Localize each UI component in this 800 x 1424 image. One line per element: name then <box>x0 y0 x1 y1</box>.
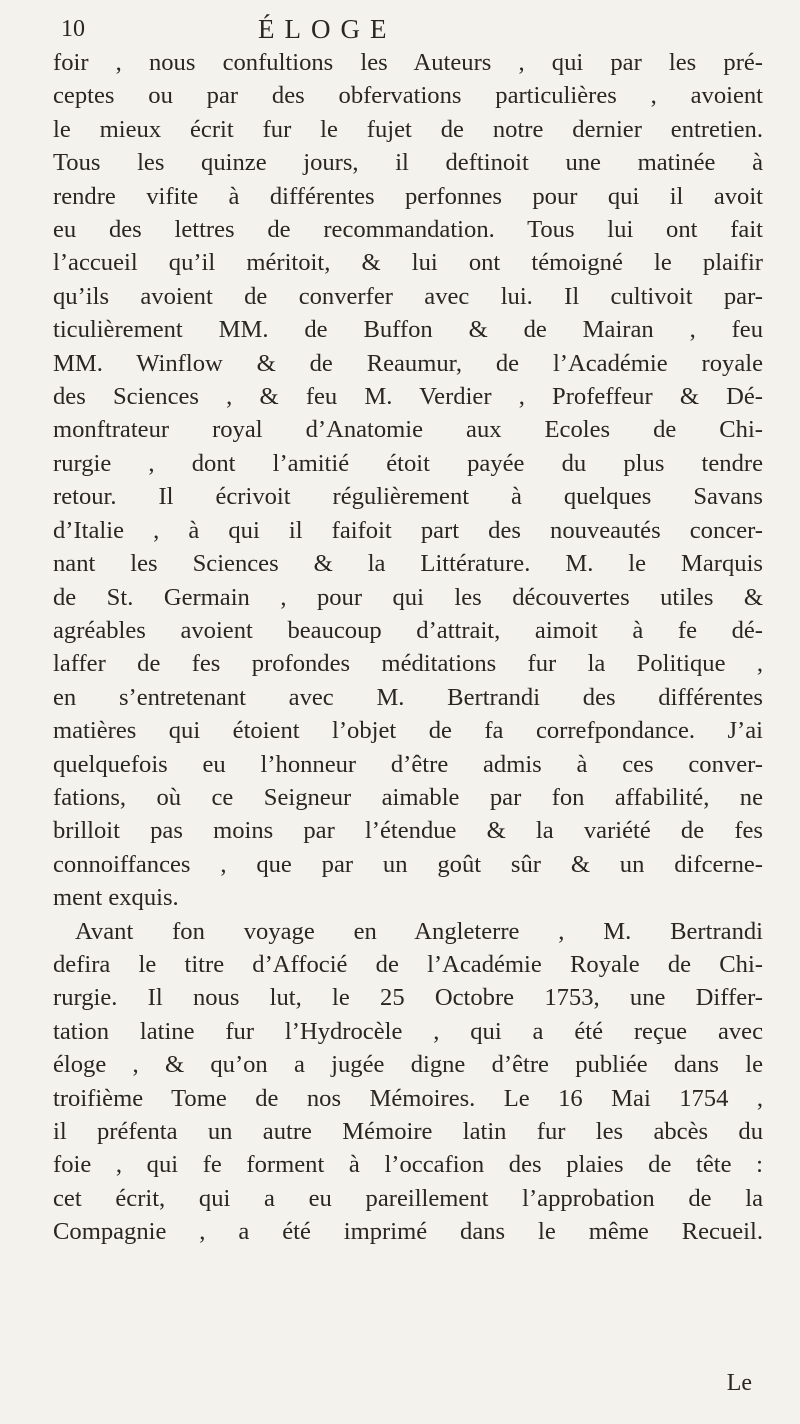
page-header <box>53 12 760 46</box>
text-line: l’accueil qu’il méritoit, & lui ont témoigné le plaifir <box>53 249 763 277</box>
text-line: agréables avoient beaucoup d’attrait, aimoit à fe dé- <box>53 616 763 644</box>
text-line: nant les Sciences & la Littérature. M. le Marquis <box>53 550 763 578</box>
text-line: tation latine fur l’Hydrocèle , qui a été reçue avec <box>53 1017 763 1045</box>
text-line: fations, où ce Seigneur aimable par fon affabilité, ne <box>53 783 763 811</box>
running-head: ÉLOGE <box>258 14 397 44</box>
text-line: Tous les quinze jours, il deftinoit une matinée à <box>53 149 763 177</box>
catchword: Le <box>726 1370 752 1396</box>
text-line: d’Italie , à qui il faifoit part des nouveautés concer- <box>53 516 763 544</box>
page-number: 10 <box>61 16 85 42</box>
text-line: ticulièrement MM. de Buffon & de Mairan , feu <box>53 316 763 344</box>
text-line: rurgie , dont l’amitié étoit payée du plus tendre <box>53 449 763 477</box>
text-line: retour. Il écrivoit régulièrement à quelques Savans <box>53 483 763 511</box>
text-line: des Sciences , & feu M. Verdier , Profeffeur & Dé- <box>53 383 763 411</box>
text-line: ment exquis. <box>53 884 179 912</box>
text-line: brilloit pas moins par l’étendue & la variété de fes <box>53 817 763 845</box>
text-line: quelquefois eu l’honneur d’être admis à ces conver- <box>53 750 763 778</box>
text-line: laffer de fes profondes méditations fur la Politique , <box>53 650 763 678</box>
text-line: foir , nous confultions les Auteurs , qui par les pré- <box>53 49 763 76</box>
text-line: foie , qui fe forment à l’occafion des plaies de tête : <box>53 1151 763 1179</box>
text-line: Compagnie , a été imprimé dans le même Recueil. <box>53 1218 763 1246</box>
text-line: connoiffances , que par un goût sûr & un difcerne- <box>53 850 763 878</box>
text-line: de St. Germain , pour qui les découvertes utiles & <box>53 583 763 611</box>
text-line: rendre vifite à différentes perfonnes pour qui il avoit <box>53 182 763 210</box>
text-line: le mieux écrit fur le fujet de notre dernier entretien. <box>53 115 763 143</box>
text-line: il préfenta un autre Mémoire latin fur les abcès du <box>53 1118 763 1145</box>
body-text <box>53 46 763 1249</box>
text-line: qu’ils avoient de converfer avec lui. Il cultivoit par- <box>53 282 763 310</box>
text-line: Avant fon voyage en Angleterre , M. Bertrandi <box>75 917 763 945</box>
text-line: troifième Tome de nos Mémoires. Le 16 Mai 1754 , <box>53 1084 763 1112</box>
text-line: ceptes ou par des obfervations particulières , avoient <box>53 82 763 110</box>
text-line: rurgie. Il nous lut, le 25 Octobre 1753, une Differ- <box>53 984 763 1012</box>
text-line: en s’entretenant avec M. Bertrandi des différentes <box>53 683 763 711</box>
text-line: éloge , & qu’on a jugée digne d’être publiée dans le <box>53 1051 763 1079</box>
text-line: defira le titre d’Affocié de l’Académie Royale de Chi- <box>53 950 763 978</box>
text-line: monftrateur royal d’Anatomie aux Ecoles de Chi- <box>53 416 763 444</box>
text-line: eu des lettres de recommandation. Tous lui ont fait <box>53 216 763 244</box>
text-line: matières qui étoient l’objet de fa correfpondance. J’ai <box>53 717 763 745</box>
text-line: MM. Winflow & de Reaumur, de l’Académie royale <box>53 349 763 377</box>
text-line: cet écrit, qui a eu pareillement l’approbation de la <box>53 1184 763 1212</box>
